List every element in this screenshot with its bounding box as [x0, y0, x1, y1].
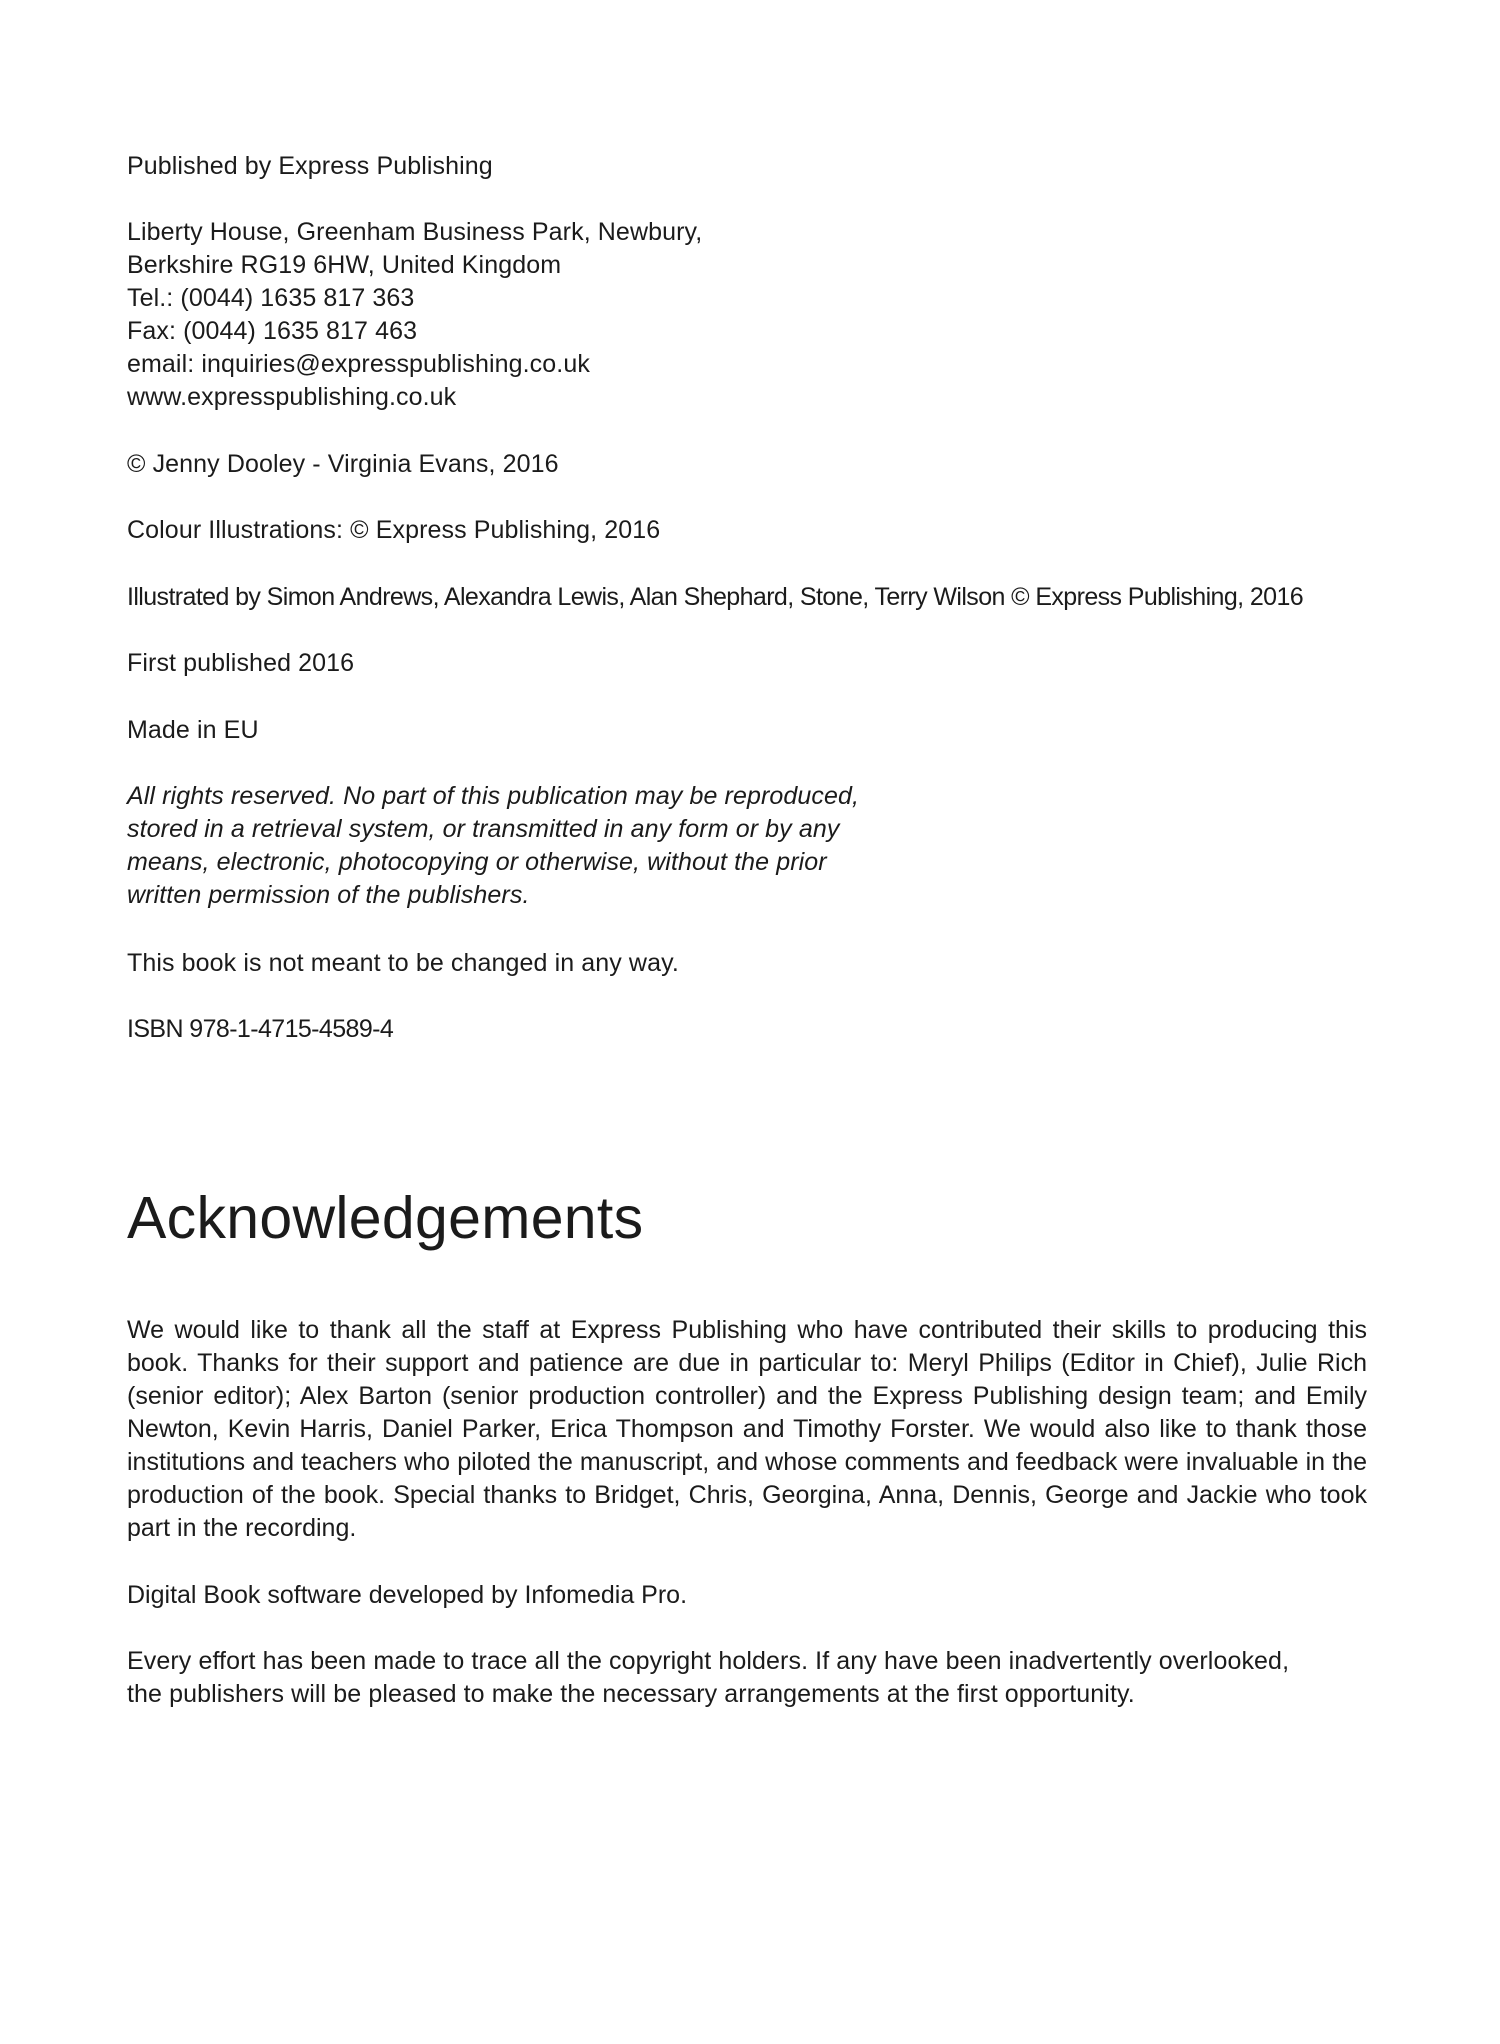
rights-reserved-notice: All rights reserved. No part of this publication may be reproduced, stored in a retrieval system, or transmitted in any form or by any means, electronic, photocopying or otherwise, without the prior written permission of the publishers.: [127, 782, 860, 909]
made-in: Made in EU: [127, 716, 259, 744]
not-changed-notice: This book is not meant to be changed in any way.: [127, 949, 679, 977]
isbn: ISBN 978-1-4715-4589-4: [127, 1015, 394, 1043]
address-line: Berkshire RG19 6HW, United Kingdom: [127, 251, 562, 279]
colour-illustrations-credit: Colour Illustrations: © Express Publishing, 2016: [127, 516, 661, 544]
email: email: inquiries@expresspublishing.co.uk: [127, 350, 590, 378]
acknowledgements-paragraph: We would like to thank all the staff at Express Publishing who have contributed their skills to producing this book. Thanks for their support and patience are due in particular to: Meryl Philips (Editor in Chief), Julie Rich (senior editor); Alex Barton (senior production controller) and the Express Publishing design team; and Emily Newton, Kevin Harris, Daniel Parker, Erica Thompson and Timothy Forster. We would also like to thank those institutions and teachers who piloted the manuscript, and whose comments and feedback were invaluable in the production of the book. Special thanks to Bridget, Chris, Georgina, Anna, Dennis, George and Jackie who took part in the recording.: [127, 1316, 1367, 1542]
copyright-page: [127, 0, 1377, 2044]
telephone: Tel.: (0044) 1635 817 363: [127, 284, 415, 312]
publisher-address: [127, 216, 702, 414]
copyright-effort-notice: Every effort has been made to trace all the copyright holders. If any have been inadvertently overlooked, the publishers will be pleased to make the necessary arrangements at the first opportunity.: [127, 1647, 1290, 1708]
illustrators-credit: Illustrated by Simon Andrews, Alexandra Lewis, Alan Shephard, Stone, Terry Wilson © Express Publishing, 2016: [127, 583, 1304, 611]
first-published: First published 2016: [127, 649, 355, 677]
author-copyright: © Jenny Dooley - Virginia Evans, 2016: [127, 450, 559, 478]
publisher-line: [127, 150, 493, 183]
address-line: Liberty House, Greenham Business Park, Newbury,: [127, 218, 703, 246]
website: www.expresspublishing.co.uk: [127, 383, 457, 411]
software-credit: Digital Book software developed by Infomedia Pro.: [127, 1581, 688, 1609]
published-by: Published by Express Publishing: [127, 152, 493, 180]
fax: Fax: (0044) 1635 817 463: [127, 317, 418, 345]
acknowledgements-heading: Acknowledgements: [127, 1185, 644, 1251]
